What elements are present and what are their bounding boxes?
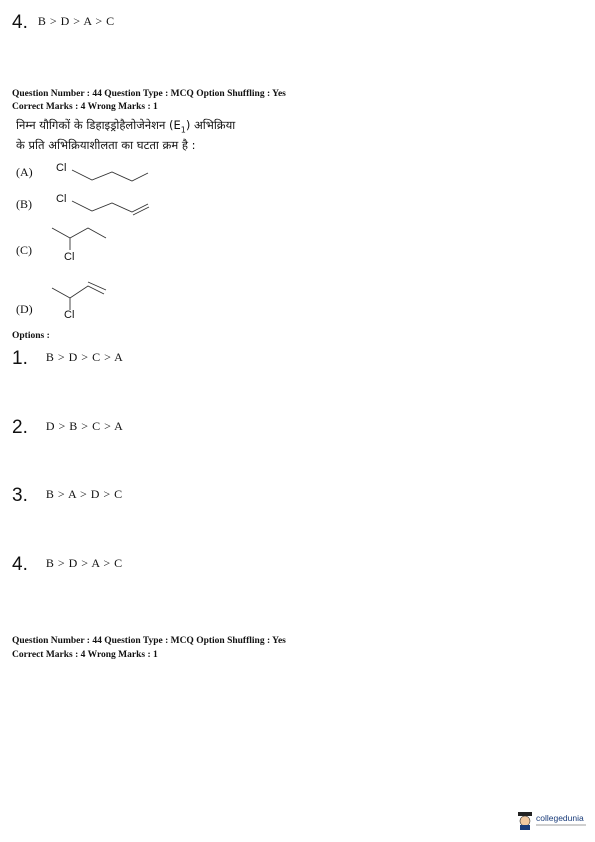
compound-b-structure <box>70 197 150 219</box>
option-3-number: 3. <box>12 485 28 506</box>
compound-c-structure <box>50 222 110 252</box>
options-heading: Options : <box>12 331 50 341</box>
compound-c-cl: Cl <box>64 251 75 263</box>
logo-mascot-icon <box>516 810 534 830</box>
next-question-meta-2: Correct Marks : 4 Wrong Marks : 1 <box>12 650 158 660</box>
option-2[interactable] <box>12 417 123 439</box>
logo-tagline-bar <box>536 824 586 826</box>
compound-d-cl: Cl <box>64 309 75 321</box>
prev-answer <box>12 12 115 34</box>
compound-a-cl: Cl <box>56 162 67 174</box>
compound-b-cl: Cl <box>56 193 67 205</box>
question-meta-1: Question Number : 44 Question Type : MCQ Option Shuffling : Yes <box>12 89 286 99</box>
question-text-pre: निम्न यौगिकों के डिहाइड्रोहैलोजेनेशन (E <box>16 118 181 132</box>
question-text-sub: 1 <box>180 125 186 135</box>
prev-answer-text: B > D > A > C <box>37 14 115 28</box>
option-1-text: B > D > C > A <box>45 350 124 364</box>
option-4-number: 4. <box>12 554 28 575</box>
compound-b-label: (B) <box>16 197 32 211</box>
option-2-number: 2. <box>12 417 28 438</box>
option-4[interactable] <box>12 554 123 576</box>
next-question-meta-1: Question Number : 44 Question Type : MCQ Option Shuffling : Yes <box>12 636 286 646</box>
question-text-post: ) अभिक्रिया <box>185 118 236 132</box>
option-3[interactable] <box>12 485 123 507</box>
logo-text: collegedunia <box>536 813 584 823</box>
compound-a-label: (A) <box>16 165 33 179</box>
option-2-text: D > B > C > A <box>45 419 124 433</box>
option-3-text: B > A > D > C <box>45 487 123 501</box>
compound-c-label: (C) <box>16 243 32 257</box>
prev-answer-number: 4. <box>12 12 28 33</box>
collegedunia-logo <box>516 810 592 832</box>
question-text-line1 <box>16 118 235 134</box>
option-1[interactable] <box>12 348 123 370</box>
option-1-number: 1. <box>12 348 28 369</box>
compound-d-structure <box>50 280 110 312</box>
option-4-text: B > D > A > C <box>45 556 123 570</box>
compound-d-label: (D) <box>16 302 33 316</box>
compound-a-structure <box>70 166 150 186</box>
question-text-line2: के प्रति अभिक्रियाशीलता का घटता क्रम है : <box>16 138 196 152</box>
question-meta-2: Correct Marks : 4 Wrong Marks : 1 <box>12 102 158 112</box>
